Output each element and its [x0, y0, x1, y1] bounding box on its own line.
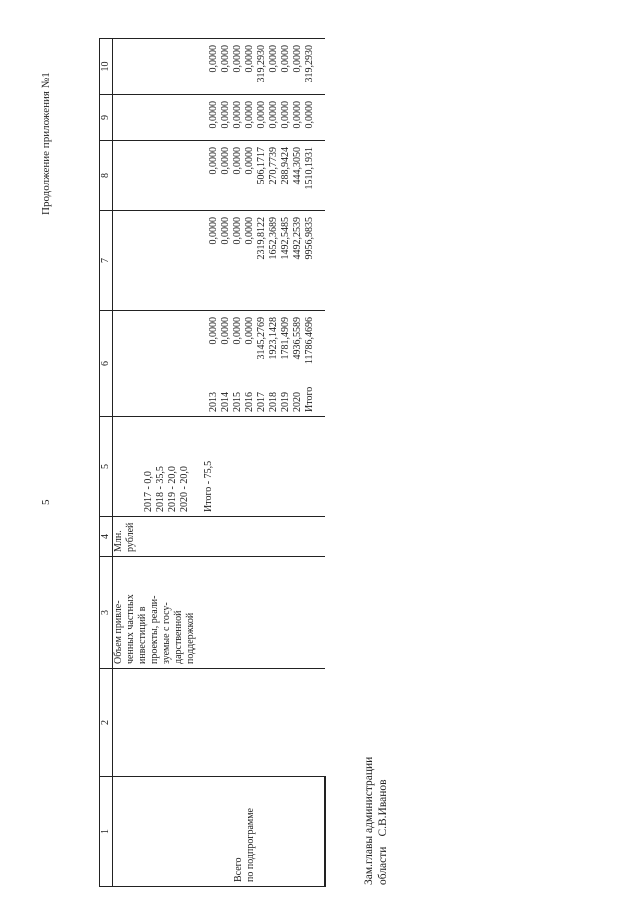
values-cell	[113, 95, 325, 141]
signature-title: Зам.главы администрации	[363, 756, 375, 885]
value-col6: 0,0000	[208, 317, 219, 345]
header-cell: 6	[100, 311, 113, 417]
empty-cell	[113, 669, 325, 777]
target-line	[191, 417, 203, 512]
value-col7: 0,0000	[220, 217, 231, 245]
table-edge	[325, 39, 326, 777]
signature-name: С.В.Иванов	[377, 779, 389, 837]
target-line: 2019 - 20,0	[167, 466, 178, 512]
value-col10: 0,0000	[268, 45, 279, 73]
year-label: 2020	[292, 392, 303, 412]
value-col6: 1781,4909	[280, 317, 291, 360]
continuation-label: Продолжение приложения №1	[40, 72, 52, 215]
value-col10: 0,0000	[280, 45, 291, 73]
table-edge	[325, 777, 326, 887]
header-cell: 9	[100, 95, 113, 141]
value-col6: 0,0000	[244, 317, 255, 345]
value-col10: 0,0000	[208, 45, 219, 73]
value-col7: 9956,9835	[304, 217, 315, 260]
page-number: 5	[40, 499, 52, 505]
header-row	[100, 39, 113, 887]
value-col7: 1492,5485	[280, 217, 291, 260]
value-col9: 0,0000	[280, 101, 291, 129]
signature-region: области	[377, 846, 389, 885]
value-col10: 0,0000	[244, 45, 255, 73]
target-line: 2020 - 20,0	[179, 466, 190, 512]
value-col6: 3145,2769	[256, 317, 267, 360]
value-col10: 0,0000	[292, 45, 303, 73]
bottom-border-row	[325, 39, 326, 887]
values-cell	[113, 39, 325, 95]
header-cell: 1	[100, 777, 113, 887]
unit-line: Млн.	[113, 530, 124, 552]
row-label-cell	[113, 777, 325, 887]
year-label: 2017	[256, 392, 267, 412]
unit-cell	[113, 517, 325, 557]
header-cell: 2	[100, 669, 113, 777]
header-cell: 8	[100, 141, 113, 211]
value-col6: 1923,1428	[268, 317, 279, 360]
value-col8: 0,0000	[220, 147, 231, 175]
value-col9: 0,0000	[244, 101, 255, 129]
table-row	[113, 39, 325, 887]
value-col8: 1510,1931	[304, 147, 315, 190]
year-label: 2015	[232, 392, 243, 412]
value-col9: 0,0000	[304, 101, 315, 129]
value-col10: 0,0000	[220, 45, 231, 73]
value-col9: 0,0000	[256, 101, 267, 129]
value-col6: 0,0000	[232, 317, 243, 345]
header-cell: 4	[100, 517, 113, 557]
indicator-cell	[113, 557, 325, 669]
indicator-line: поддержкой	[185, 612, 196, 664]
header-cell: 3	[100, 557, 113, 669]
value-col8: 0,0000	[244, 147, 255, 175]
value-col8: 288,9424	[280, 147, 291, 185]
value-col7: 0,0000	[244, 217, 255, 245]
year-label: Итого	[304, 386, 315, 412]
year-label: 2018	[268, 392, 279, 412]
value-col8: 506,1717	[256, 147, 267, 185]
indicator-line: инвестиций в	[137, 606, 148, 664]
indicator-line: проекты, реали-	[149, 595, 160, 664]
header-cell: 10	[100, 39, 113, 95]
target-line: 2017 - 0,0	[143, 471, 154, 512]
value-col7: 0,0000	[208, 217, 219, 245]
value-col6: 0,0000	[220, 317, 231, 345]
value-col7: 0,0000	[232, 217, 243, 245]
indicator-line: Объем привле-	[113, 600, 124, 664]
year-label: 2014	[220, 392, 231, 412]
value-col9: 0,0000	[268, 101, 279, 129]
value-col8: 0,0000	[232, 147, 243, 175]
target-cell	[113, 417, 325, 517]
value-col7: 4492,2539	[292, 217, 303, 260]
value-col8: 444,3050	[292, 147, 303, 185]
indicator-line: ченных частных	[125, 594, 136, 664]
unit-line: рублей	[125, 522, 136, 552]
indicator-line: дарственной	[173, 610, 184, 664]
signature-block	[362, 757, 390, 885]
value-col9: 0,0000	[220, 101, 231, 129]
row-label-line: Всего	[233, 857, 244, 882]
row-label-line: по подпрограмме	[245, 808, 256, 882]
values-cell	[113, 141, 325, 211]
header-cell: 5	[100, 417, 113, 517]
value-col9: 0,0000	[208, 101, 219, 129]
value-col6: 11786,4696	[304, 317, 315, 365]
value-col8: 270,7739	[268, 147, 279, 185]
value-col6: 4936,5589	[292, 317, 303, 360]
value-col8: 0,0000	[208, 147, 219, 175]
header-cell: 7	[100, 211, 113, 311]
year-label: 2019	[280, 392, 291, 412]
value-col10: 0,0000	[232, 45, 243, 73]
value-col7: 2319,8122	[256, 217, 267, 260]
value-col9: 0,0000	[232, 101, 243, 129]
subprogram-table	[99, 38, 326, 887]
value-col10: 319,2930	[256, 45, 267, 83]
value-col10: 319,2930	[304, 45, 315, 83]
years-values-cell	[113, 311, 325, 417]
year-label: 2013	[208, 392, 219, 412]
year-label: 2016	[244, 392, 255, 412]
indicator-line: зуемые с госу-	[161, 602, 172, 664]
value-col9: 0,0000	[292, 101, 303, 129]
values-cell	[113, 211, 325, 311]
target-line: 2018 - 35,5	[155, 466, 166, 512]
target-line: Итого - 75,5	[203, 460, 214, 512]
value-col7: 1652,3689	[268, 217, 279, 260]
